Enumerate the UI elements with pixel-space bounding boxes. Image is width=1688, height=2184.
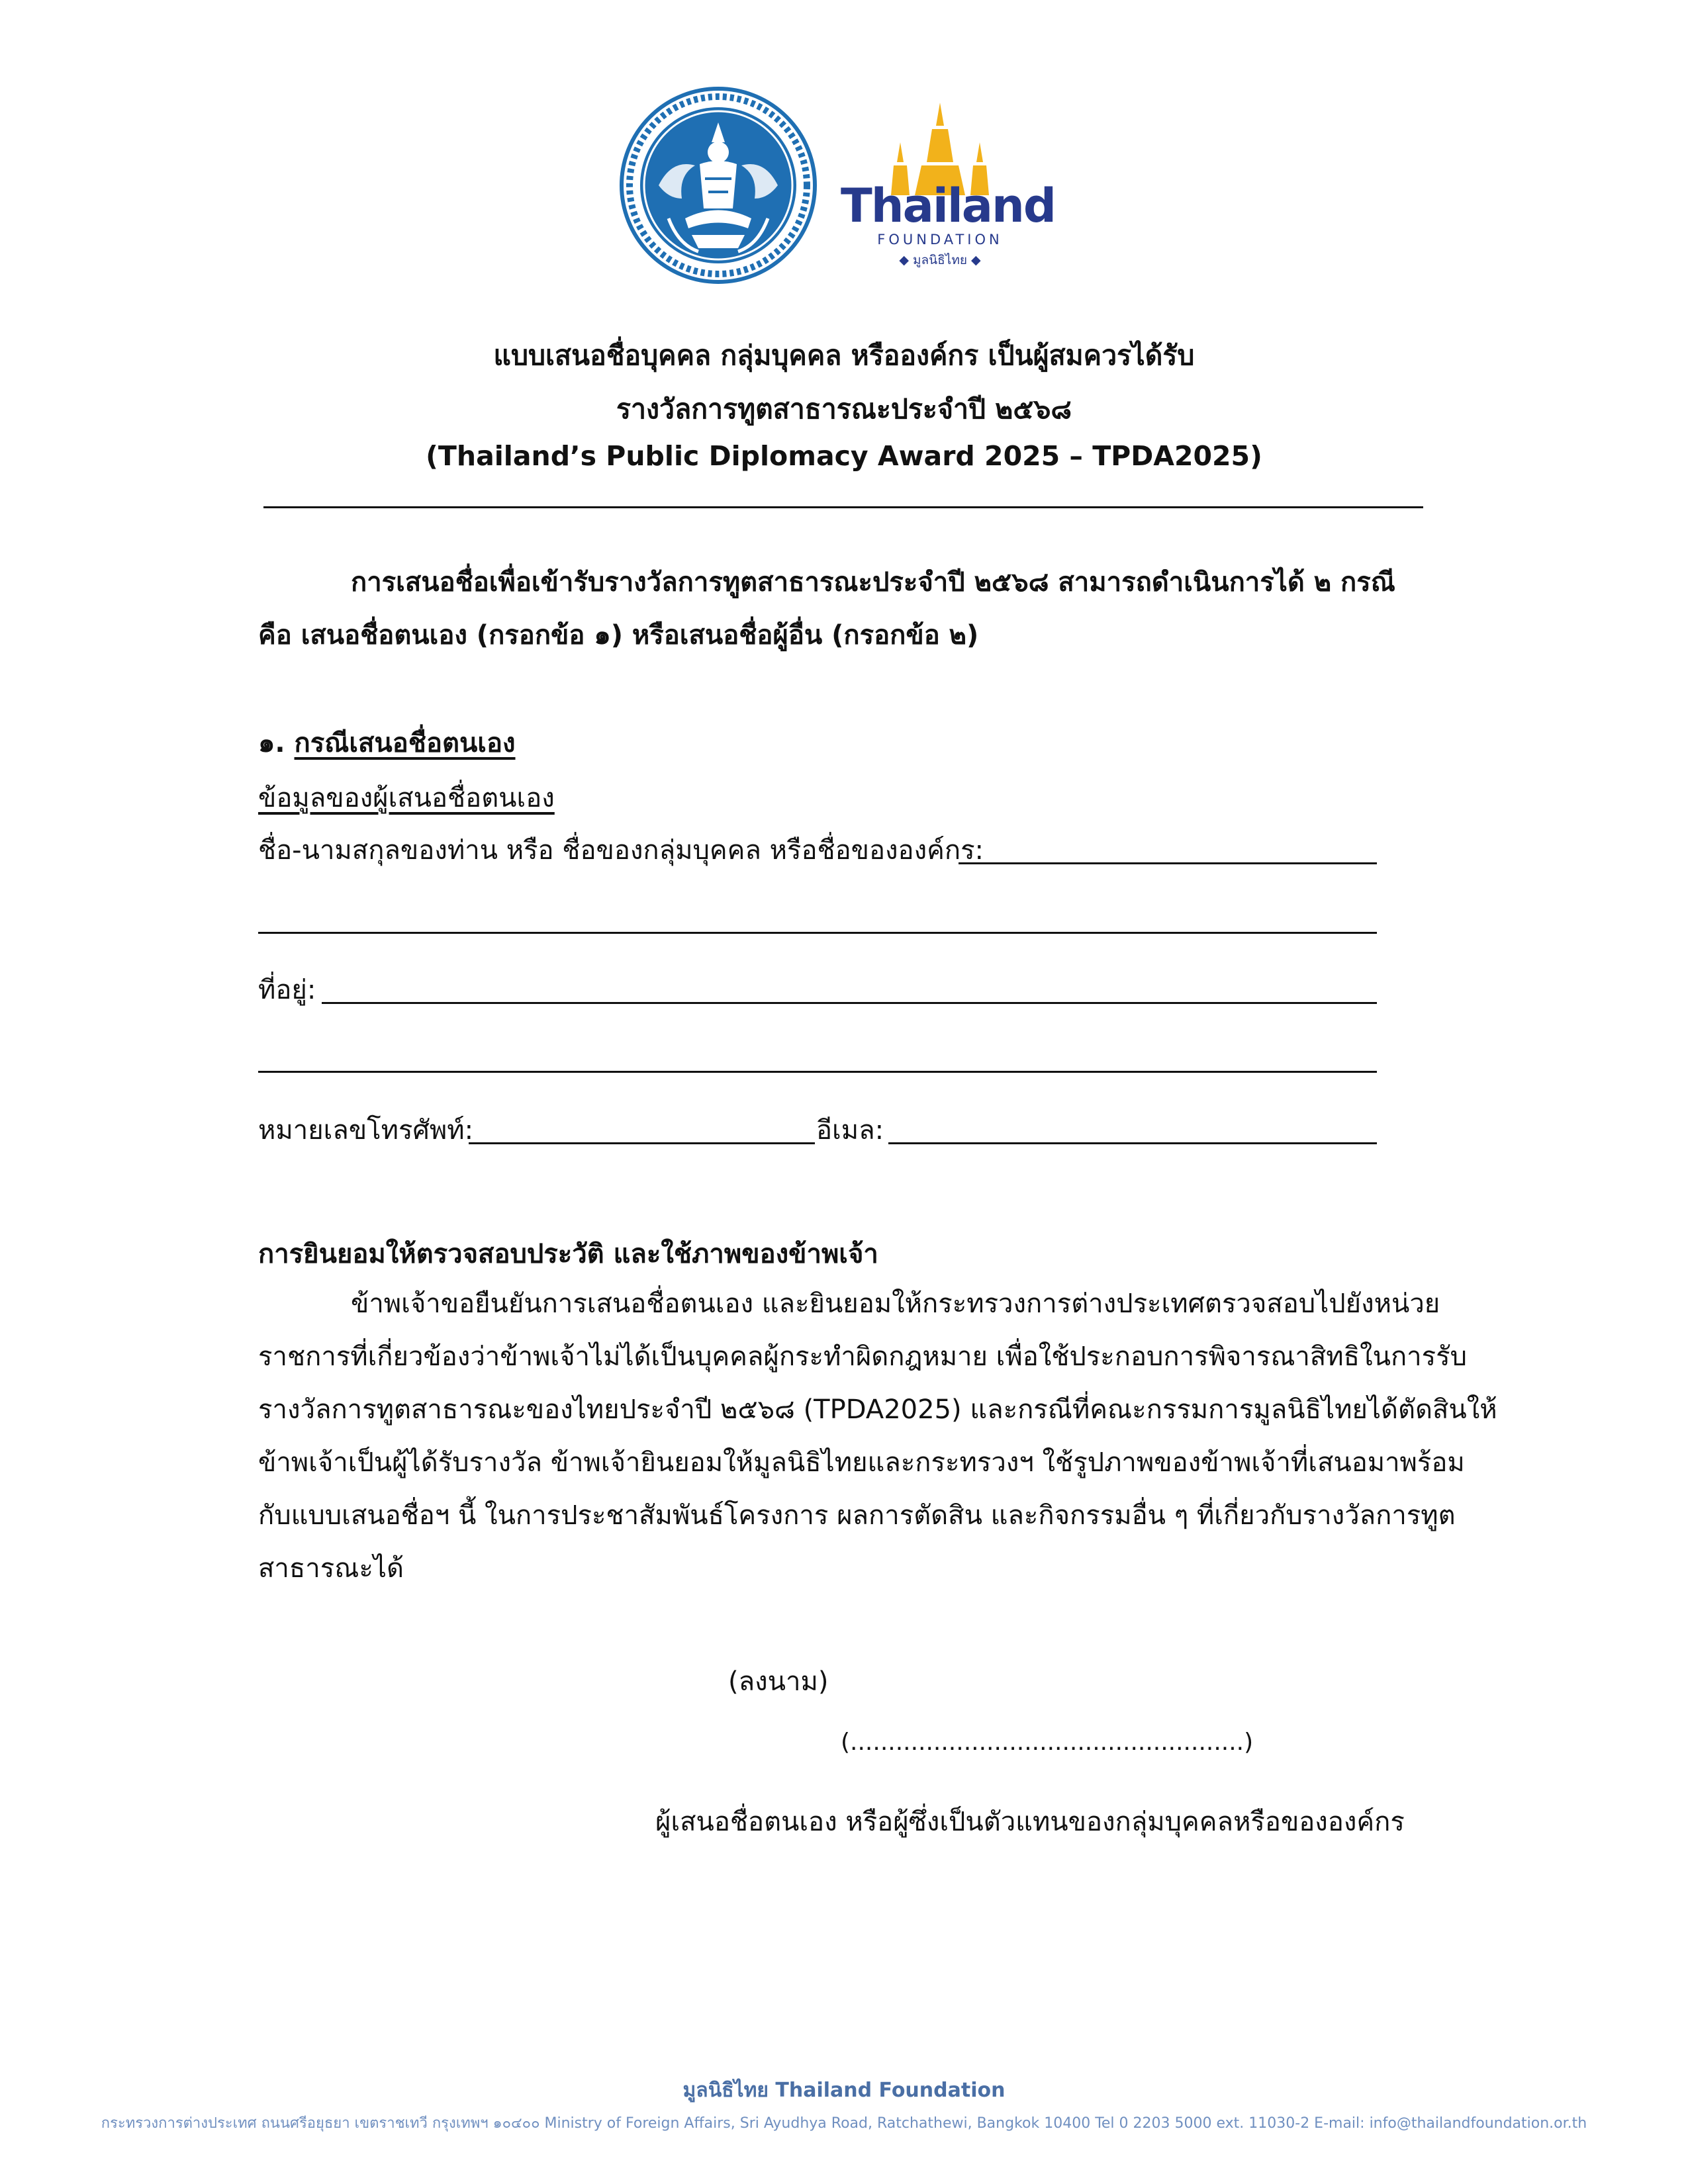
section1-title: กรณีเสนอชื่อตนเอง [294,728,516,758]
address-field-line1[interactable] [322,1002,1377,1004]
consent-title: การยินยอมให้ตรวจสอบประวัติ และใช้ภาพของข้าพเจ้า [258,1239,878,1269]
phone-label: หมายเลขโทรศัพท์: [258,1115,474,1146]
form-title-line1: แบบเสนอชื่อบุคคล กลุ่มบุคคล หรือองค์กร เป็นผู้สมควรได้รับ [493,340,1195,371]
signature-role: ผู้เสนอชื่อตนเอง หรือผู้ซึ่งเป็นตัวแทนของกลุ่มบุคคลหรือขององค์กร [655,1807,1405,1837]
signature-label: (ลงนาม) [728,1666,829,1697]
header-divider [263,506,1423,508]
address-label: ที่อยู่: [258,975,316,1005]
intro-line1: การเสนอชื่อเพื่อเข้ารับรางวัลการทูตสาธารณะประจำปี ๒๕๖๘ สามารถดำเนินการได้ ๒ กรณี [351,567,1395,598]
foundation-sub: FOUNDATION [877,232,1003,248]
form-title-line2: รางวัลการทูตสาธารณะประจำปี ๒๕๖๘ [616,393,1072,425]
name-label: ชื่อ-นามสกุลของท่าน หรือ ชื่อของกลุ่มบุคคล หรือชื่อขององค์กร: [258,835,984,866]
consent-paragraph [258,1277,1497,1595]
signature-name-placeholder[interactable]: (....................................................) [841,1729,1254,1756]
consent-line: กับแบบเสนอชื่อฯ นี้ ในการประชาสัมพันธ์โครงการ ผลการตัดสิน และกิจกรรมอื่น ๆ ที่เกี่ยวกับรางวัลการทูต [258,1500,1456,1531]
section1-heading [258,721,516,764]
name-field-line2[interactable] [258,932,1377,934]
email-field-line[interactable] [888,1142,1377,1144]
consent-line: ราชการที่เกี่ยวข้องว่าข้าพเจ้าไม่ได้เป็นบุคคลผู้กระทำผิดกฎหมาย เพื่อใช้ประกอบการพิจารณาสิทธิในการรับ [258,1342,1467,1372]
phone-field-line[interactable] [469,1142,815,1144]
footer-address: กระทรวงการต่างประเทศ ถนนศรีอยุธยา เขตราชเทวี กรุงเทพฯ ๑๐๔๐๐ Ministry of Foreign Affairs, Sri Ayudhya Road, Ratchathewi, Bangkok 10400 Tel 0 2203 5000 ext. 11030-2 E-mail: info@thailandfoundation.or.th [101,2115,1587,2132]
address-field-line2[interactable] [258,1071,1377,1073]
consent-line: สาธารณะได้ [258,1553,404,1584]
consent-line: ข้าพเจ้าขอยืนยันการเสนอชื่อตนเอง และยินยอมให้กระทรวงการต่างประเทศตรวจสอบไปยังหน่วย [351,1289,1440,1319]
foundation-name: Thailand [841,179,1055,233]
section1-number: ๑. [258,728,285,758]
foundation-thai: ◆ มูลนิธิไทย ◆ [899,253,981,267]
consent-line: รางวัลการทูตสาธารณะของไทยประจำปี ๒๕๖๘ (TPDA2025) และกรณีที่คณะกรรมการมูลนิธิไทยได้ตัดสินให้ [258,1394,1497,1425]
footer-title: มูลนิธิไทย Thailand Foundation [682,2079,1006,2102]
mfa-seal-icon [619,86,818,285]
thailand-foundation-logo [841,99,1055,271]
section1-subtitle: ข้อมูลของผู้เสนอชื่อตนเอง [258,783,555,813]
consent-line: ข้าพเจ้าเป็นผู้ได้รับรางวัล ข้าพเจ้ายินยอมให้มูลนิธิไทยและกระทรวงฯ ใช้รูปภาพของข้าพเจ้าที่เสนอมาพร้อม [258,1447,1465,1478]
mfa-seal-logo [619,86,818,285]
intro-line2: คือ เสนอชื่อตนเอง (กรอกข้อ ๑) หรือเสนอชื่อผู้อื่น (กรอกข้อ ๒) [258,620,979,651]
email-label: อีเมล: [816,1115,884,1146]
form-title-line3: (Thailand’s Public Diplomacy Award 2025 – TPDA2025) [426,440,1262,472]
name-field-line1[interactable] [959,862,1377,864]
